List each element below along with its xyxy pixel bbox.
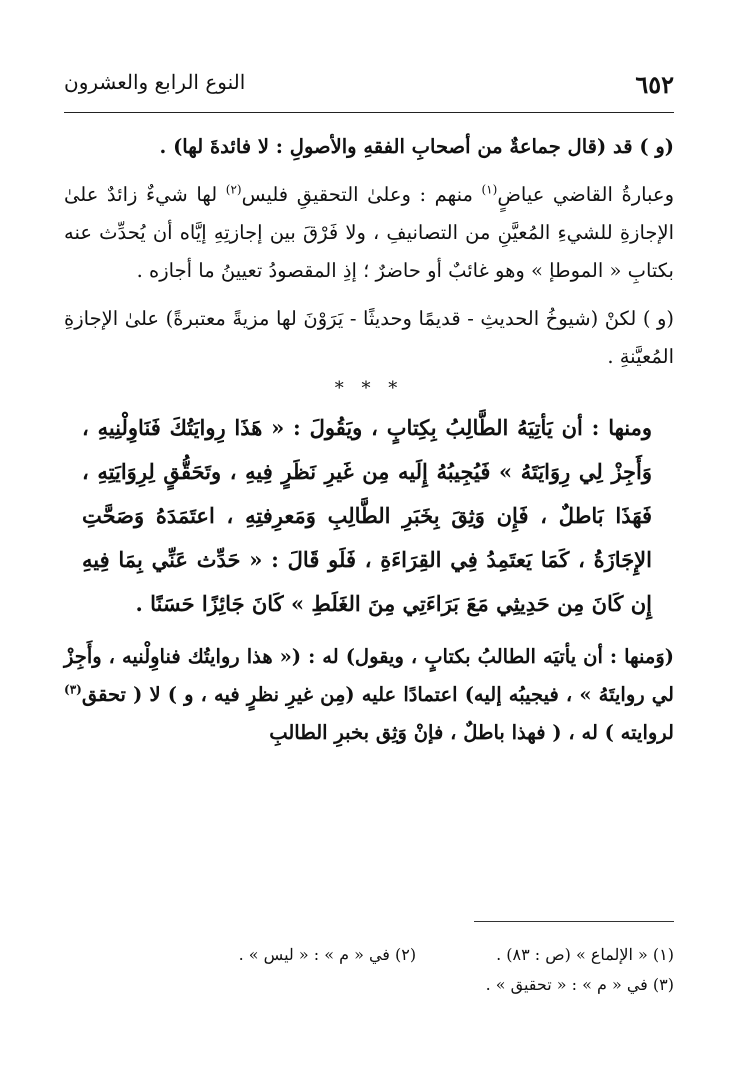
- page-number: ٦٥٢: [635, 70, 674, 99]
- paragraph-2-part-a: وعبارةُ القاضي عياضٍ: [497, 183, 674, 206]
- paragraph-4-part-b: لروايته ) له ، ( فهذا باطلٌ ، فإنْ وَثِق بخبرِ الطالبِ: [269, 721, 674, 744]
- paragraph-4-part-a: (وَمنها : أن يأتيَه الطالبُ بكتابٍ ، ويقول) له : (« هذا روايتُك فناوِلْنيه ، وأَجِزْ لي روايتَهُ » ، فيجيبُه إليه) اعتمادًا عليه (مِن غيرِ نظرٍ فيه ، و ) لا ( تحقق: [64, 645, 674, 706]
- footnote-1: (١) « الإلماع » (ص : ٨٣) .: [496, 945, 674, 964]
- paragraph-2-part-c: لها شيءٌ زائدٌ علىٰ الإجازةِ للشيءِ المُعيَّنِ من التصانيفِ ، ولا فَرْقَ بين إجازتِهِ إيَّاه أن يُحدِّث عنه بكتابِ « الموطإ » وهو غائبٌ أو حاضرٌ ؛ إذِ المقصودُ تعيينُ ما أجازه .: [64, 183, 674, 282]
- chapter-title: النوع الرابع والعشرون: [64, 70, 246, 94]
- footnote-rule: [474, 921, 674, 922]
- header-rule: [64, 112, 674, 113]
- main-text: [64, 128, 674, 762]
- footnote-3: (٣) في « م » : « تحقيق » .: [485, 975, 674, 994]
- quoted-matn: ومنها : أن يَأتِيَهُ الطَّالِبُ بِكِتابٍ ، ويَقُولَ : « هَذَا رِوايَتُكَ فَنَاوِلْنِيهِ ، وَأَجِزْ لِي رِوَايَتَهُ » فَيُجِيبُهُ إِلَيه مِن غَيرِ نَظَرٍ فِيهِ ، وتَحَقُّقٍ لِرِوَايَتِهِ ، فَهَذَا بَاطلٌ ، فَإِن وَثِقَ بِخَبَرِ الطَّالِبِ وَمَعرِفتِهِ ، اعتَمَدَهُ وَصَحَّتِ الإِجَازَةُ ، كَمَا يَعتَمِدُ فِي القِرَاءَةِ ، فَلَو قَالَ : « حَدِّث عَنِّي بِمَا فِيهِ إِن كَانَ مِن حَدِيثِي مَعَ بَرَاءَتِي مِنَ الغَلَطِ » كَانَ جَائِزًا حَسَنًا .: [82, 415, 652, 616]
- footnotes: [64, 940, 674, 1000]
- running-header: [64, 60, 674, 108]
- paragraph-2-part-b: منهم : وعلىٰ التحقيقِ فليس: [241, 183, 482, 206]
- paragraph-1: (و ) قد (قال جماعةٌ من أصحابِ الفقهِ والأصولِ : لا فائدةَ لها) .: [159, 135, 674, 158]
- footnote-2: (٢) في « م » : « ليس » .: [238, 945, 417, 964]
- footnote-ref-3: (٣): [64, 682, 82, 697]
- paragraph-3: (و ) لكنْ (شيوخُ الحديثِ - قديمًا وحديثًا - يَرَوْنَ لها مزيةً معتبرةً) علىٰ الإجازةِ المُعيَّنةِ .: [64, 307, 674, 368]
- footnote-ref-1: (١): [481, 182, 498, 197]
- footnote-ref-2: (٢): [225, 182, 242, 197]
- footnote-row: [64, 940, 674, 970]
- paragraph-2: [64, 176, 674, 290]
- paragraph-4: [64, 638, 674, 752]
- section-separator: * * *: [334, 378, 404, 399]
